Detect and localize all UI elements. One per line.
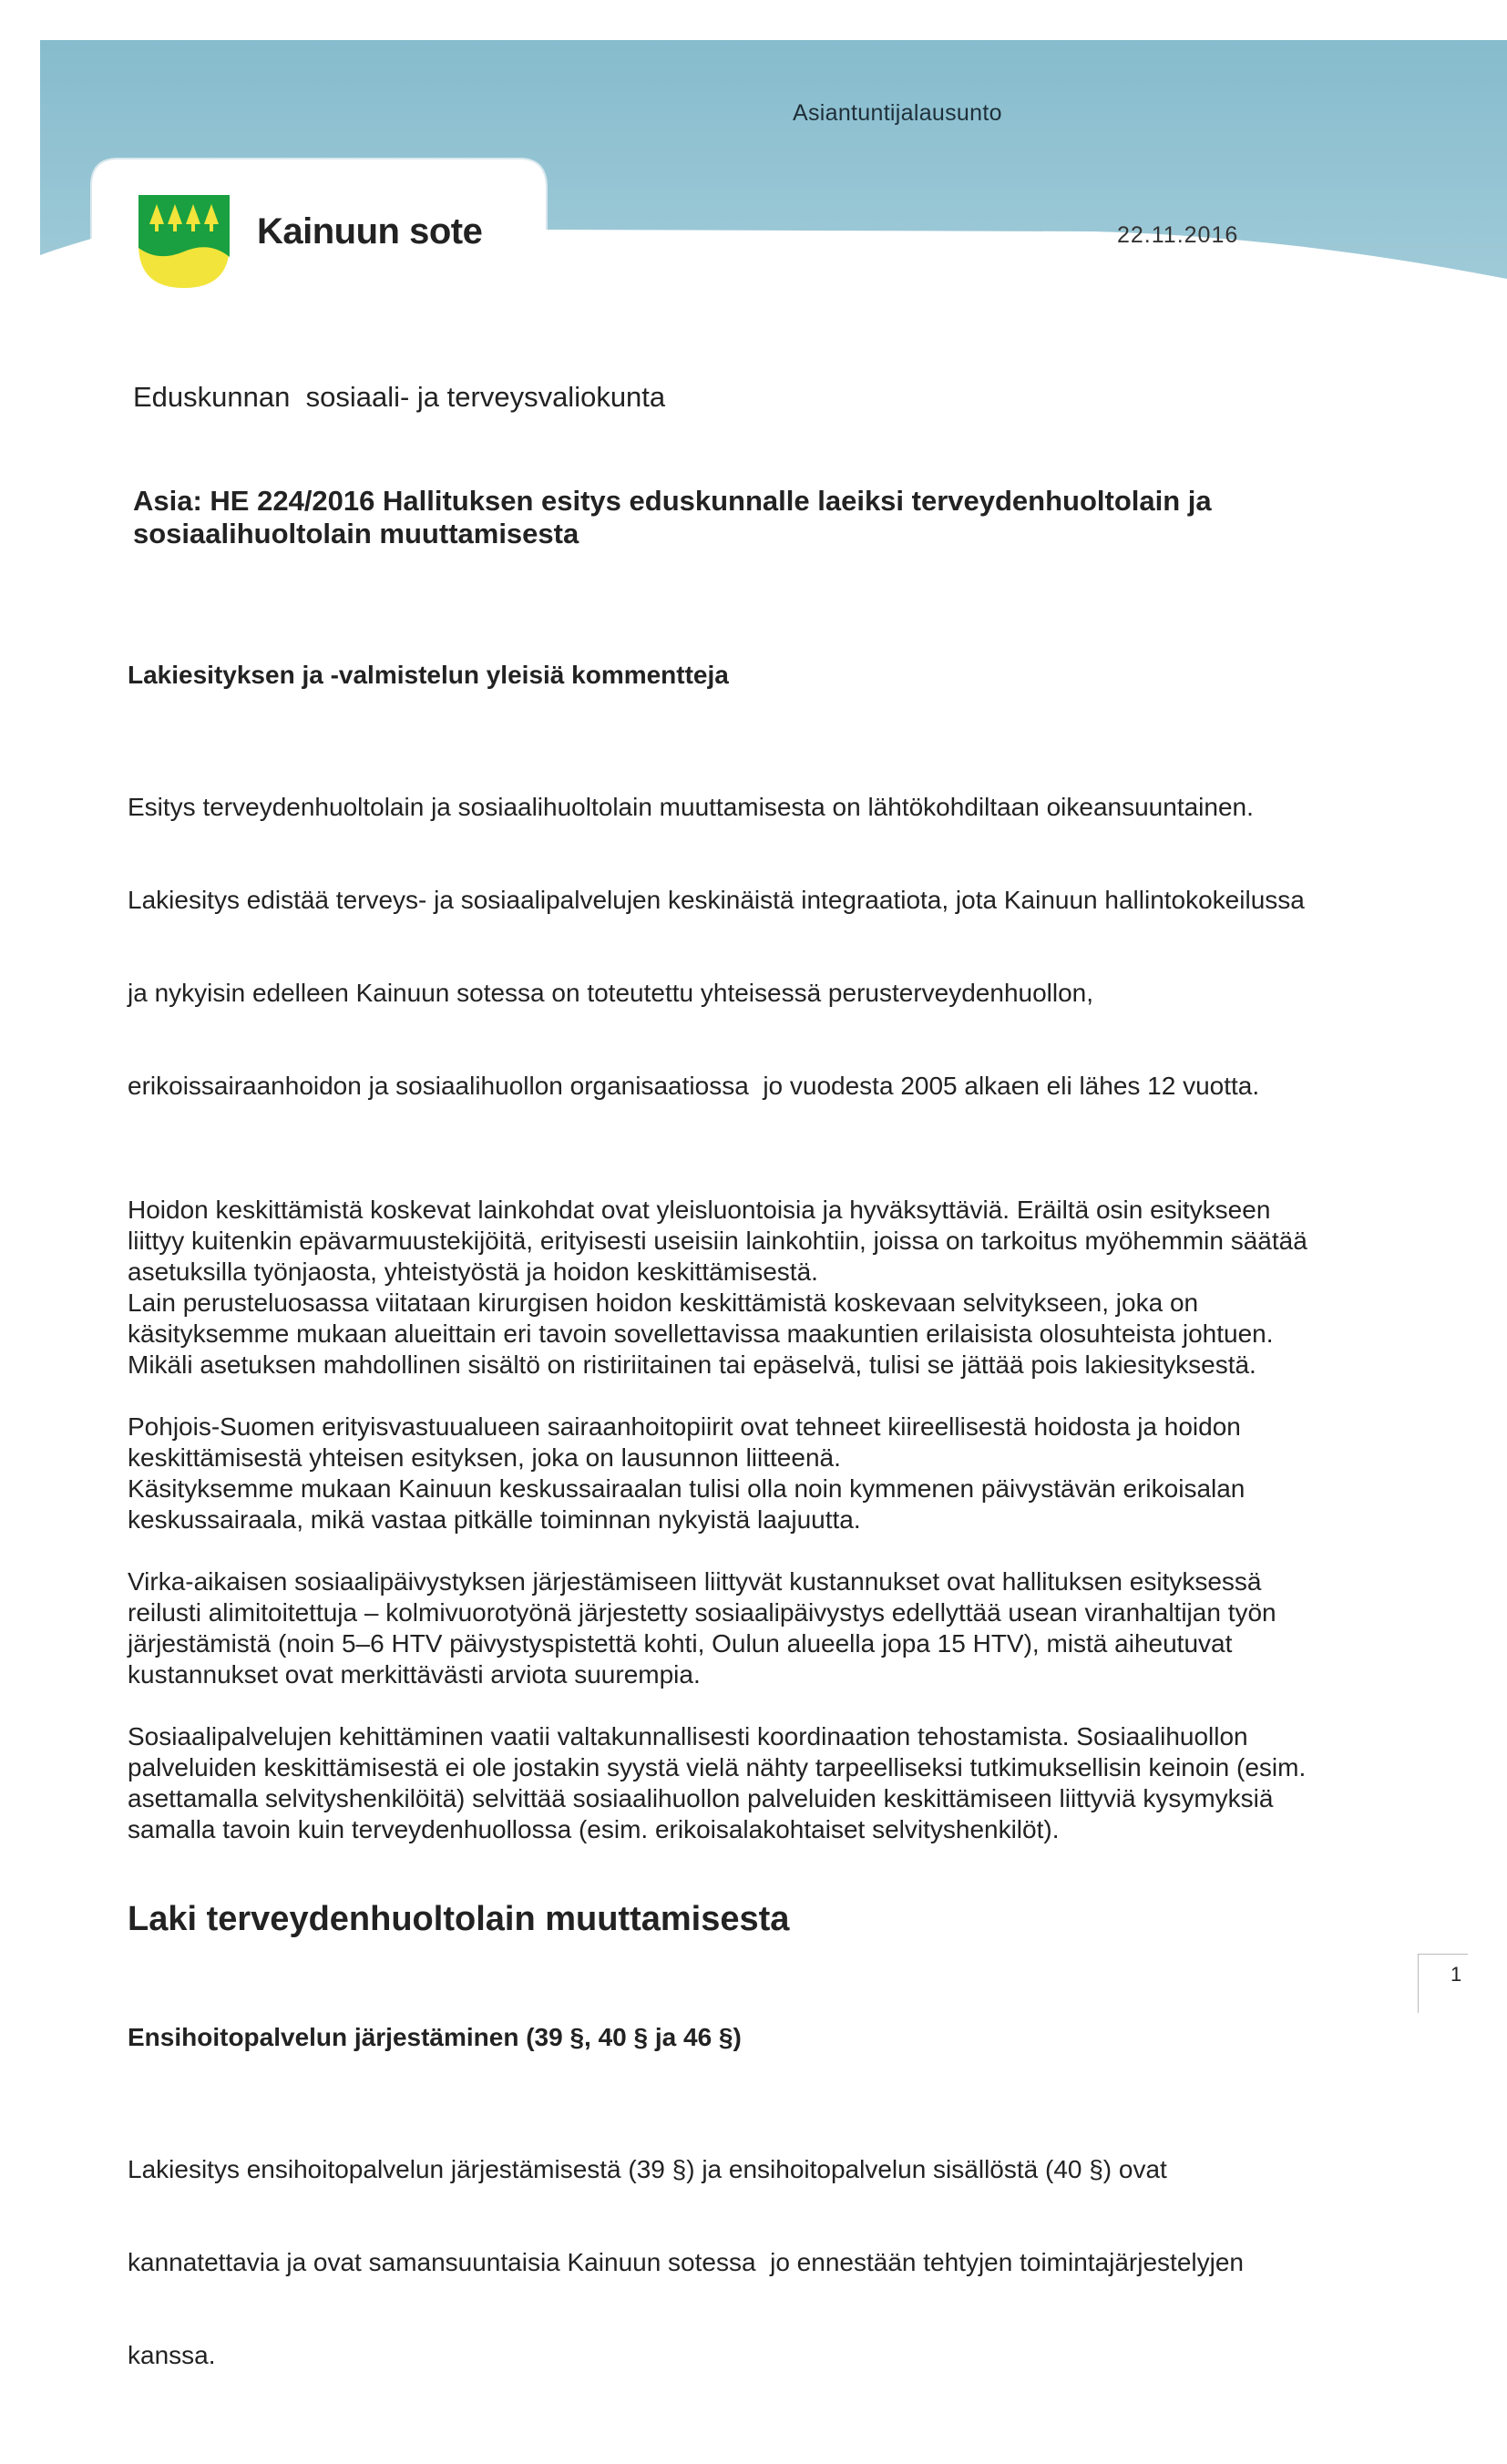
paragraph <box>128 1566 1421 1690</box>
text-line: Lain perusteluosassa viitataan kirurgisen hoidon keskittämistä koskevaan selvitykseen, joka on <box>128 1288 1199 1317</box>
organization-name: Kainuun sote <box>257 211 483 252</box>
text-line: reilusti alimitoitettuja – kolmivuorotyönä järjestetty sosiaalipäivystys edellyttää usean viranhaltijan työn <box>128 1598 1276 1627</box>
text-line: ja nykyisin edelleen Kainuun sotessa on toteutettu yhteisessä perusterveydenhuollon, <box>128 979 1094 1007</box>
text-line: kanssa. <box>128 2341 216 2369</box>
paragraph <box>128 730 1421 1164</box>
subject-line: sosiaalihuoltolain muuttamisesta <box>133 518 579 549</box>
paragraph <box>128 2092 1421 2433</box>
text-line: Käsityksemme mukaan Kainuun keskussairaalan tulisi olla noin kymmenen päivystävän erikoisalan <box>128 1474 1246 1503</box>
section-heading: Lakiesityksen ja -valmistelun yleisiä kommentteja <box>128 661 729 689</box>
text-line: palveluiden keskittämisestä ei ole jostakin syystä vielä nähty tarpeelliseksi tutkimuksellisin keinoin (esim. <box>128 1753 1307 1781</box>
text-line: kustannukset ovat merkittävästi arviota suurempia. <box>128 1660 701 1689</box>
section-title: Laki terveydenhuoltolain muuttamisesta <box>128 1900 790 1938</box>
subject-line: Asia: HE 224/2016 Hallituksen esitys eduskunnalle laeiksi terveydenhuoltolain ja <box>133 485 1212 517</box>
text-line: järjestämistä (noin 5–6 HTV päivystyspistettä kohti, Oulun alueella jopa 15 HTV), mistä aiheutuvat <box>128 1629 1233 1658</box>
text-line: käsityksemme mukaan alueittain eri tavoin sovellettavissa maakuntien erilaisista olosuhteista johtuen. <box>128 1319 1274 1348</box>
document-type: Asiantuntijalausunto <box>793 100 1002 126</box>
text-line: samalla tavoin kuin terveydenhuollossa (esim. erikoisalakohtaiset selvityshenkilöt). <box>128 1815 1060 1843</box>
document-date: 22.11.2016 <box>1117 222 1239 248</box>
paragraph <box>128 1412 1421 1535</box>
paragraph <box>128 1721 1421 1845</box>
text-line: Mikäli asetuksen mahdollinen sisältö on ristiriitainen tai epäselvä, tulisi se jättää pois lakiesityksestä. <box>128 1350 1256 1379</box>
section-heading: Ensihoitopalvelun järjestäminen (39 §, 40 § ja 46 §) <box>128 2023 742 2051</box>
text-line: Esitys terveydenhuoltolain ja sosiaalihuoltolain muuttamisesta on lähtökohdiltaan oikeansuuntainen. <box>128 793 1254 821</box>
subject-heading <box>133 485 1354 550</box>
text-line: kannatettavia ja ovat samansuuntaisia Kainuun sotessa jo ennestään tehtyjen toimintajärjestelyjen <box>128 2248 1244 2276</box>
text-line: Pohjois-Suomen erityisvastuualueen sairaanhoitopiirit ovat tehneet kiireellisestä hoidosta ja hoidon <box>128 1412 1241 1441</box>
kainuu-coat-of-arms-icon <box>137 193 231 290</box>
text-line: Sosiaalipalvelujen kehittäminen vaatii valtakunnallisesti koordinaation tehostamista. Sosiaalihuollon <box>128 1722 1248 1750</box>
text-line: keskussairaala, mikä vastaa pitkälle toiminnan nykyistä laajuutta. <box>128 1505 861 1534</box>
text-line: Lakiesitys ensihoitopalvelun järjestämisestä (39 §) ja ensihoitopalvelun sisällöstä (40 §) ovat <box>128 2155 1167 2183</box>
text-line: Lakiesitys edistää terveys- ja sosiaalipalvelujen keskinäistä integraatiota, jota Kainuun hallintokokeilussa <box>128 886 1305 914</box>
text-line: keskittämisestä yhteisen esityksen, joka on lausunnon liitteenä. <box>128 1443 841 1472</box>
document-body <box>128 661 1421 2464</box>
text-line: liittyy kuitenkin epävarmuustekijöitä, erityisesti useisiin lainkohtiin, joissa on tarkoitus myöhemmin säätää <box>128 1227 1307 1255</box>
text-line: Hoidon keskittämistä koskevat lainkohdat ovat yleisluontoisia ja hyväksyttäviä. Eräiltä osin esitykseen <box>128 1196 1271 1224</box>
recipient: Eduskunnan sosiaali- ja terveysvaliokunta <box>133 381 666 413</box>
page-number: 1 <box>1451 1963 1462 1986</box>
text-line: asetuksilla työnjaosta, yhteistyöstä ja hoidon keskittämisestä. <box>128 1258 818 1286</box>
text-line: Virka-aikaisen sosiaalipäivystyksen järjestämiseen liittyvät kustannukset ovat hallituksen esityksessä <box>128 1567 1262 1596</box>
text-line: erikoissairaanhoidon ja sosiaalihuollon organisaatiossa jo vuodesta 2005 alkaen eli lähes 12 vuotta. <box>128 1072 1260 1100</box>
text-line: asettamalla selvityshenkilöitä) selvittää sosiaalihuollon palveluiden keskittämiseen liittyviä kysymyksiä <box>128 1784 1274 1812</box>
paragraph <box>128 1195 1421 1381</box>
